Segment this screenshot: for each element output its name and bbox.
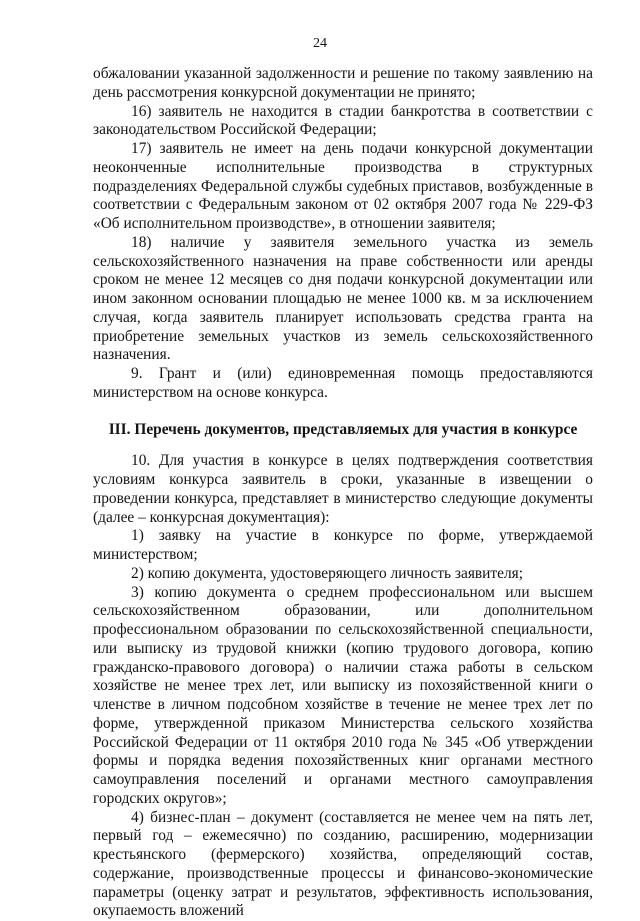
paragraph-item-17: 17) заявитель не имеет на день подачи конкурсной документации неоконченные исполнительные производства в структурных подразделениях Федеральной службы судебных приставов, возбужденные в соответствии с Федеральным законом от 02 октября 2007 года № 229-ФЗ «Об исполнительном производстве», в отношении заявителя; xyxy=(93,140,593,234)
paragraph-item-16: 16) заявитель не находится в стадии банкротства в соответствии с законодательством Российской Федерации; xyxy=(93,103,593,141)
paragraph-item-1: 1) заявку на участие в конкурсе по форме, утверждаемой министерством; xyxy=(93,527,593,565)
paragraph-clause-9: 9. Грант и (или) единовременная помощь предоставляются министерством на основе конкурса. xyxy=(93,365,593,403)
paragraph-item-2: 2) копию документа, удостоверяющего личность заявителя; xyxy=(93,565,593,584)
paragraph-item-4: 4) бизнес-план – документ (составляется не менее чем на пять лет, первый год – ежемесячно) по созданию, расширению, модернизации крестьянского (фермерского) хозяйства, определяющий состав, содержание, производственные процессы и финансово-экономические параметры (оценку затрат и результатов, эффективность использования, окупаемость вложений xyxy=(93,809,593,921)
section-heading: III. Перечень документов, представляемых для участия в конкурсе xyxy=(93,421,593,440)
paragraph-continuation: обжаловании указанной задолженности и решение по такому заявлению на день рассмотрения конкурсной документации не принято; xyxy=(93,65,593,103)
paragraph-item-18: 18) наличие у заявителя земельного участка из земель сельскохозяйственного назначения на праве собственности или аренды сроком не менее 12 месяцев со дня подачи конкурсной документации или ином законном основании площадью не менее 1000 кв. м за исключением случая, когда заявитель планирует использовать средства гранта на приобретение земельных участков из земель сельскохозяйственного назначения. xyxy=(93,234,593,365)
paragraph-item-3: 3) копию документа о среднем профессиональном или высшем сельскохозяйственном образовании, или дополнительном профессиональном образовании по сельскохозяйственной специальности, или выписку из трудовой книжки (копию трудового договора, копию гражданско-правового договора) о наличии стажа работы в сельском хозяйстве не менее трех лет, или выписку из похозяйственной книги о членстве в личном подсобном хозяйстве в течение не менее трех лет по форме, утвержденной приказом Министерства сельского хозяйства Российской Федерации от 11 октября 2010 года № 345 «Об утверждении формы и порядка ведения похозяйственных книг органами местного самоуправления поселений и органами местного самоуправления городских округов»; xyxy=(93,584,593,809)
document-body xyxy=(93,65,593,921)
page-number: 24 xyxy=(0,36,640,52)
paragraph-clause-10: 10. Для участия в конкурсе в целях подтверждения соответствия условиям конкурса заявитель в сроки, указанные в извещении о проведении конкурса, представляет в министерство следующие документы (далее – конкурсная документация): xyxy=(93,452,593,527)
